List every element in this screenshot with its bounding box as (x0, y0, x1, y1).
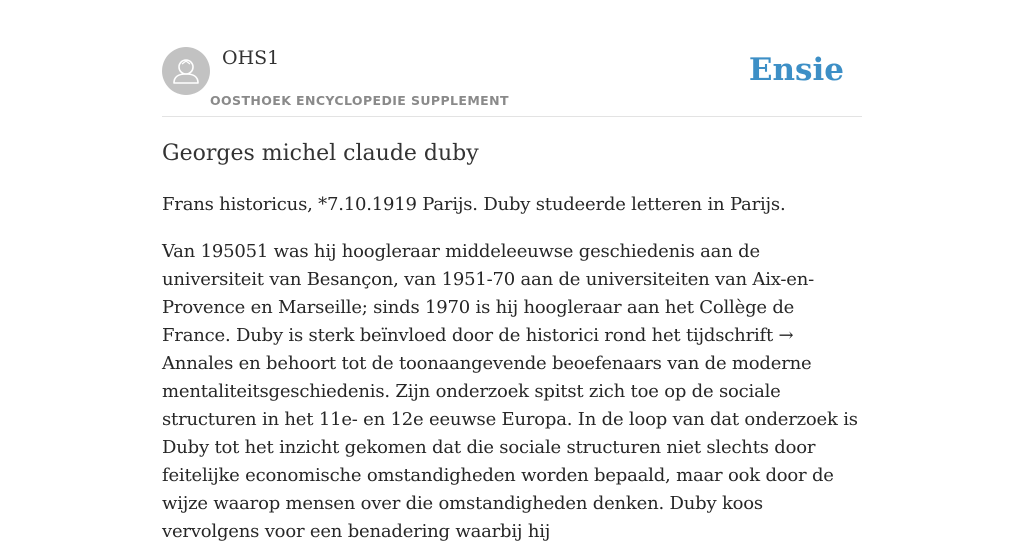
brand-logo[interactable]: Ensie (748, 52, 844, 88)
user-avatar-icon[interactable] (162, 47, 210, 95)
article (162, 138, 862, 546)
header (162, 46, 862, 117)
article-paragraph: Frans historicus, *7.10.1919 Parijs. Duby studeerde letteren in Parijs. (162, 194, 786, 215)
article-title: Georges michel claude duby (162, 141, 479, 166)
source-label[interactable]: OOSTHOEK ENCYCLOPEDIE SUPPLEMENT (210, 93, 509, 108)
author-name[interactable]: OHS1 (222, 47, 280, 69)
article-paragraph: Van 195051 was hij hoogleraar middeleeuwse geschiedenis aan de universiteit van Besançon, van 1951-70 aan de universiteiten van Aix-en-Provence en Marseille; sinds 1970 is hij hoogleraar aan het Collège de France. Duby is sterk beïnvloed door de historici rond het tijdschrift → Annales en behoort tot de toonaangevende beoefenaars van de moderne mentaliteitsgeschiedenis. Zijn onderzoek spitst zich toe op de sociale structuren in het 11e- en 12e eeuwse Europa. In de loop van dat onderzoek is Duby tot het inzicht gekomen dat die sociale structuren niet slechts door feitelijke economische omstandigheden worden bepaald, maar ook door de wijze waarop mensen over die omstandigheden denken. Duby koos vervolgens voor een benadering waarbij hij (162, 241, 858, 542)
